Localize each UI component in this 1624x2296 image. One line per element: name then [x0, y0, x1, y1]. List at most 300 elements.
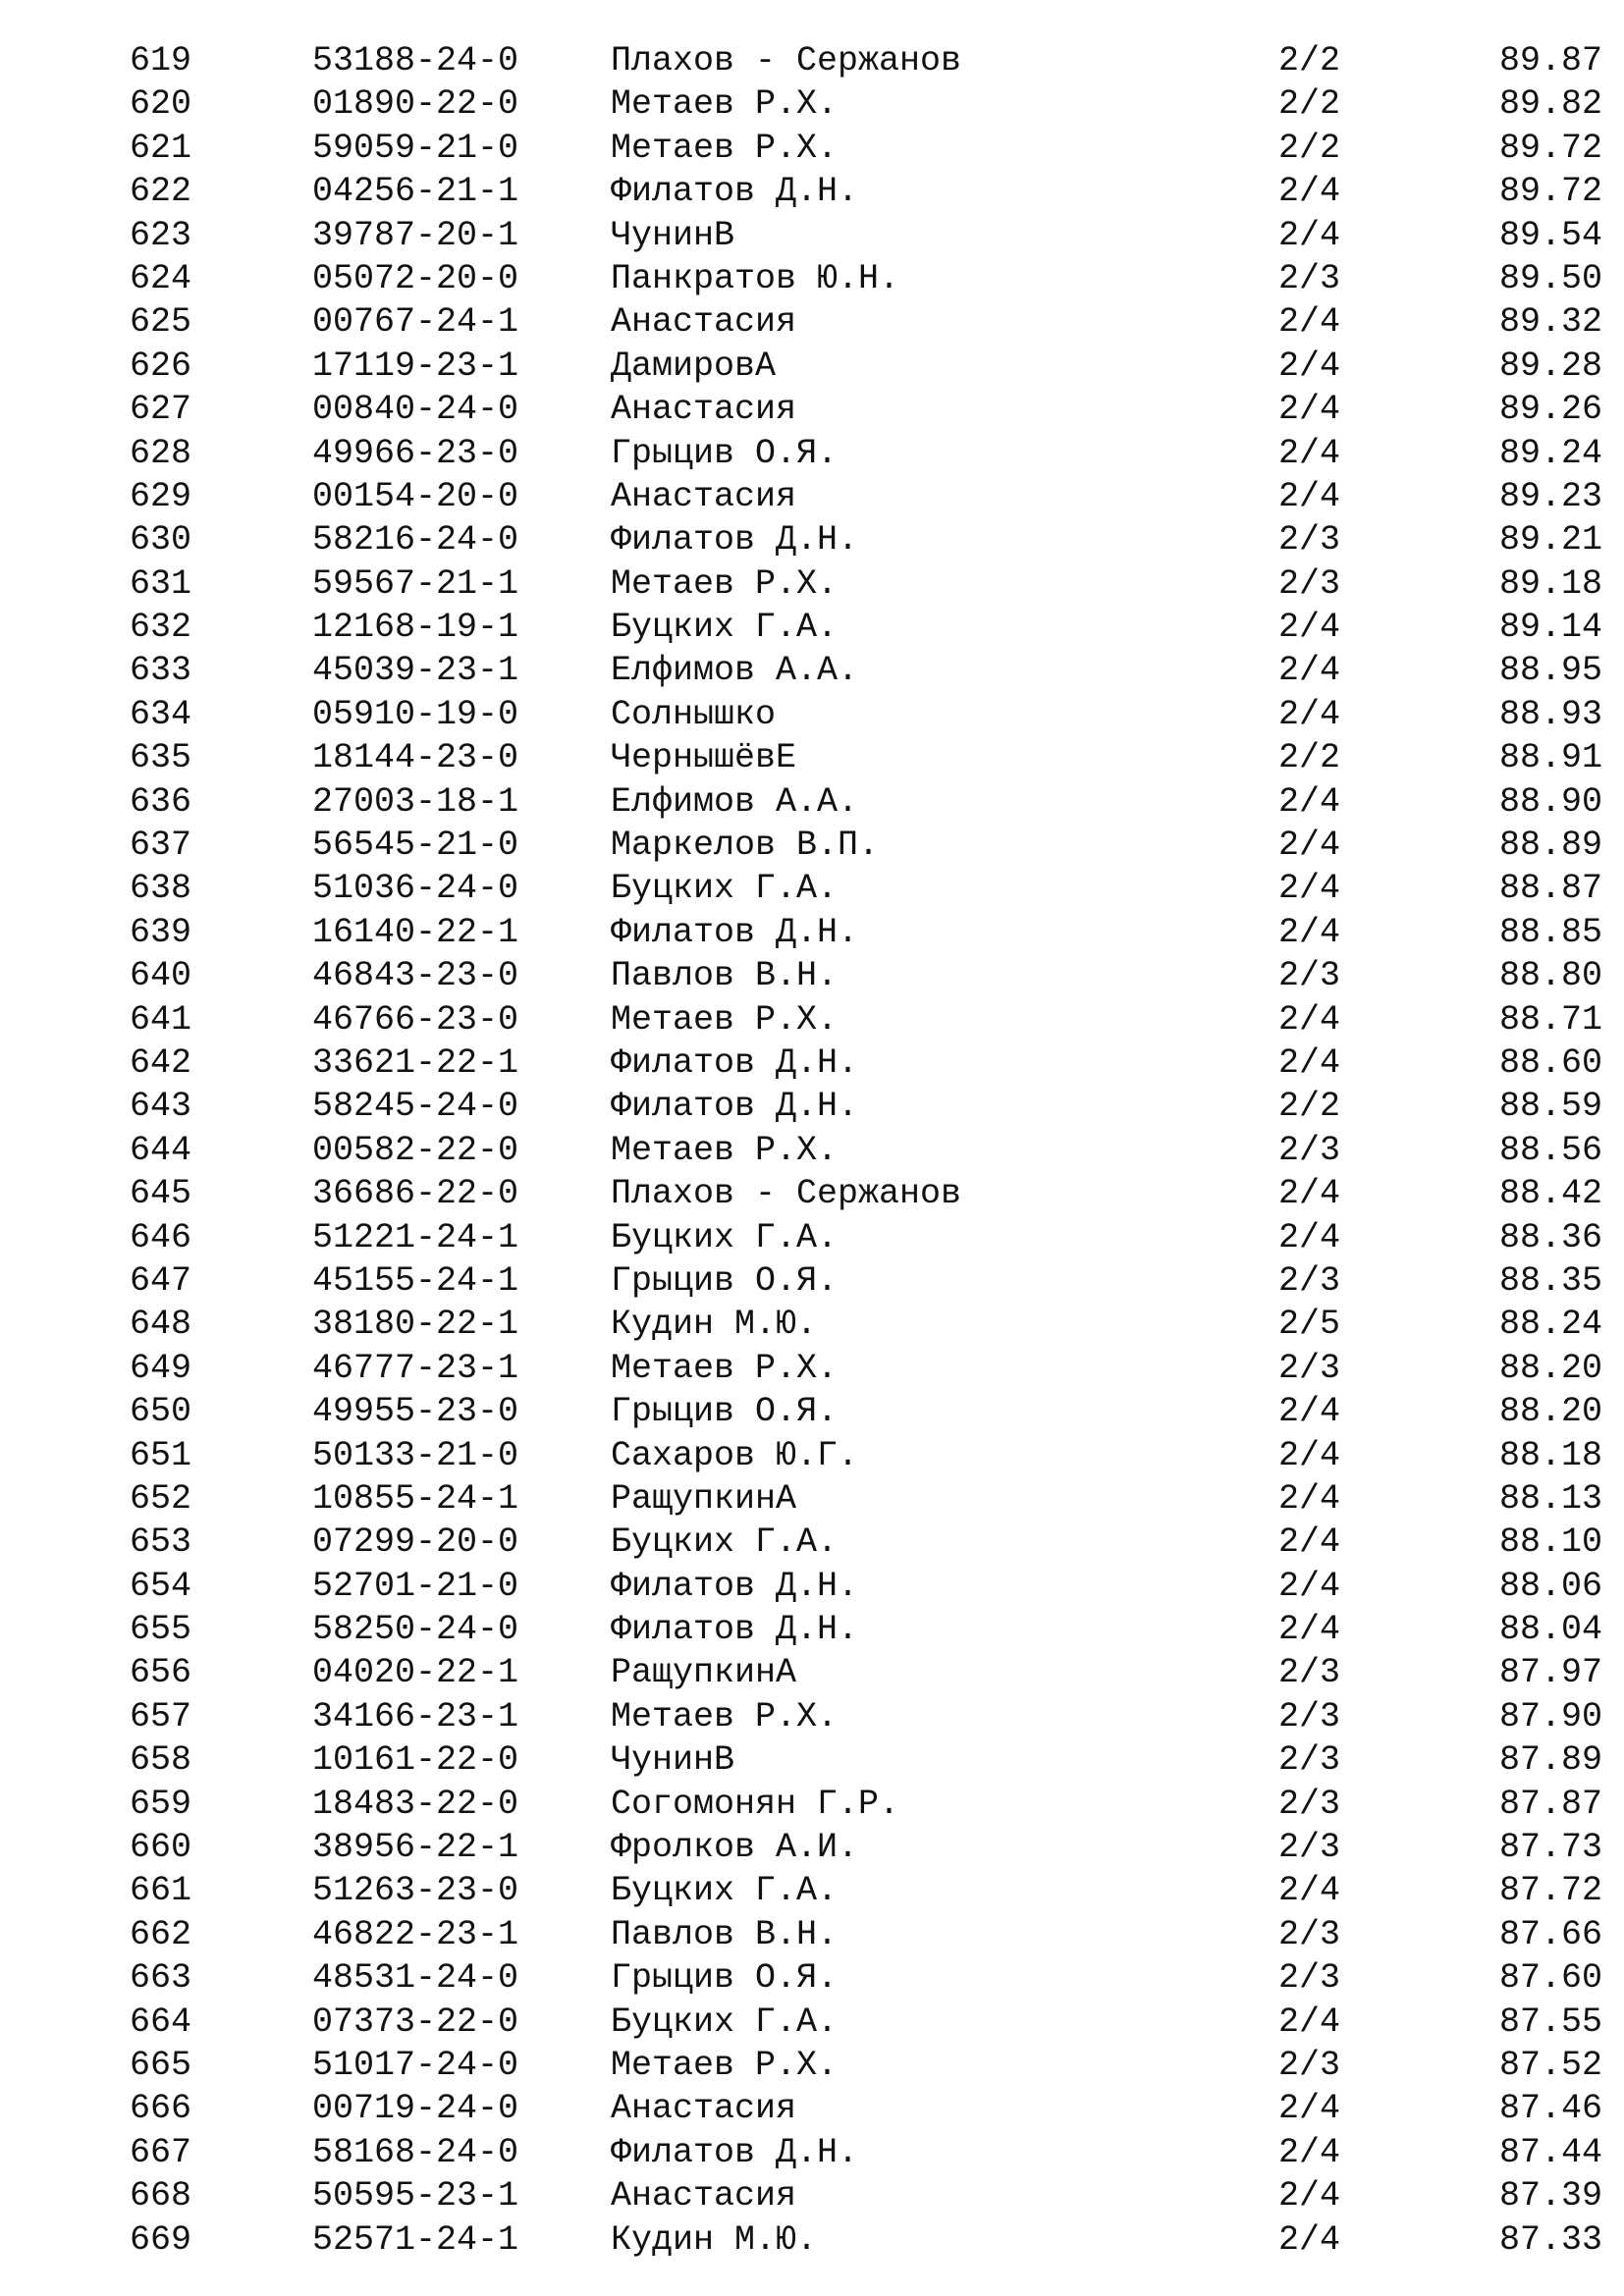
row-code: 18144-23-0	[312, 738, 519, 778]
row-ratio: 2/3	[1278, 520, 1341, 561]
row-ratio: 2/4	[1278, 999, 1341, 1040]
row-score: 87.46	[1498, 2089, 1602, 2129]
row-number: 633	[130, 651, 192, 691]
row-number: 632	[130, 608, 192, 648]
list-item	[0, 1913, 1624, 1956]
row-name: Филатов Д.Н.	[611, 1087, 859, 1127]
row-code: 00154-20-0	[312, 476, 519, 516]
row-number: 664	[130, 2002, 192, 2042]
row-code: 59059-21-0	[312, 128, 519, 168]
row-number: 628	[130, 433, 192, 473]
row-score: 89.24	[1498, 433, 1602, 473]
list-item	[0, 2131, 1624, 2174]
list-item	[0, 257, 1624, 300]
list-item	[0, 1608, 1624, 1651]
row-name: Павлов В.Н.	[611, 1914, 839, 1954]
row-name: Панкратов Ю.Н.	[611, 258, 900, 298]
row-score: 89.28	[1498, 346, 1602, 386]
row-code: 36686-22-0	[312, 1174, 519, 1214]
row-score: 89.32	[1498, 302, 1602, 343]
row-code: 48531-24-0	[312, 1958, 519, 1999]
row-score: 89.18	[1498, 563, 1602, 604]
row-code: 12168-19-1	[312, 608, 519, 648]
row-score: 88.18	[1498, 1435, 1602, 1475]
row-score: 87.66	[1498, 1914, 1602, 1954]
row-score: 89.72	[1498, 172, 1602, 212]
row-ratio: 2/4	[1278, 302, 1341, 343]
row-name: Анастасия	[611, 476, 797, 516]
row-code: 51263-23-0	[312, 1871, 519, 1911]
row-name: Грыцив О.Я.	[611, 1392, 839, 1432]
row-ratio: 2/4	[1278, 826, 1341, 866]
list-item	[0, 1783, 1624, 1826]
row-number: 638	[130, 869, 192, 909]
row-score: 87.90	[1498, 1696, 1602, 1736]
row-score: 88.91	[1498, 738, 1602, 778]
row-number: 624	[130, 258, 192, 298]
row-name: Грыцив О.Я.	[611, 433, 839, 473]
list-item	[0, 998, 1624, 1041]
row-number: 666	[130, 2089, 192, 2129]
row-name: РащупкинА	[611, 1653, 797, 1693]
list-item	[0, 2087, 1624, 2130]
row-name: Буцких Г.А.	[611, 1522, 839, 1563]
row-code: 38956-22-1	[312, 1828, 519, 1868]
list-item	[0, 127, 1624, 170]
row-code: 52571-24-1	[312, 2219, 519, 2260]
row-ratio: 2/3	[1278, 1348, 1341, 1388]
row-number: 621	[130, 128, 192, 168]
row-code: 45039-23-1	[312, 651, 519, 691]
row-name: ЧунинВ	[611, 1740, 735, 1781]
list-item	[0, 1651, 1624, 1694]
row-code: 51036-24-0	[312, 869, 519, 909]
row-score: 89.23	[1498, 476, 1602, 516]
list-item	[0, 1303, 1624, 1346]
row-code: 27003-18-1	[312, 781, 519, 822]
row-number: 636	[130, 781, 192, 822]
row-name: Сахаров Ю.Г.	[611, 1435, 859, 1475]
row-code: 00719-24-0	[312, 2089, 519, 2129]
row-code: 46777-23-1	[312, 1348, 519, 1388]
row-score: 89.87	[1498, 41, 1602, 80]
list-item	[0, 214, 1624, 257]
row-code: 10161-22-0	[312, 1740, 519, 1781]
row-ratio: 2/4	[1278, 1871, 1341, 1911]
row-number: 643	[130, 1087, 192, 1127]
list-item	[0, 518, 1624, 561]
row-ratio: 2/4	[1278, 1174, 1341, 1214]
list-item	[0, 39, 1624, 82]
list-item	[0, 1434, 1624, 1477]
row-code: 34166-23-1	[312, 1696, 519, 1736]
list-item	[0, 824, 1624, 867]
row-name: Филатов Д.Н.	[611, 1042, 859, 1083]
row-code: 00767-24-1	[312, 302, 519, 343]
row-number: 669	[130, 2219, 192, 2260]
row-number: 661	[130, 1871, 192, 1911]
list-item	[0, 170, 1624, 213]
row-number: 630	[130, 520, 192, 561]
row-name: ЧунинВ	[611, 215, 735, 255]
row-name: Анастасия	[611, 302, 797, 343]
row-number: 651	[130, 1435, 192, 1475]
row-name: Анастасия	[611, 2176, 797, 2216]
row-score: 87.73	[1498, 1828, 1602, 1868]
row-ratio: 2/5	[1278, 1305, 1341, 1345]
list-item	[0, 1129, 1624, 1172]
row-number: 662	[130, 1914, 192, 1954]
list-item	[0, 1259, 1624, 1303]
list-item	[0, 1216, 1624, 1259]
row-name: Буцких Г.А.	[611, 608, 839, 648]
row-name: Павлов В.Н.	[611, 956, 839, 996]
row-number: 623	[130, 215, 192, 255]
row-ratio: 2/4	[1278, 2002, 1341, 2042]
row-number: 667	[130, 2132, 192, 2172]
row-score: 87.87	[1498, 1784, 1602, 1824]
row-code: 07373-22-0	[312, 2002, 519, 2042]
list-item	[0, 432, 1624, 475]
row-name: Буцких Г.А.	[611, 869, 839, 909]
row-score: 89.14	[1498, 608, 1602, 648]
row-score: 87.39	[1498, 2176, 1602, 2216]
row-ratio: 2/4	[1278, 1566, 1341, 1606]
row-score: 89.82	[1498, 84, 1602, 125]
row-score: 88.13	[1498, 1478, 1602, 1519]
row-code: 00840-24-0	[312, 390, 519, 430]
row-number: 655	[130, 1610, 192, 1650]
list-item	[0, 867, 1624, 910]
row-score: 87.72	[1498, 1871, 1602, 1911]
row-name: Маркелов В.П.	[611, 826, 880, 866]
list-item	[0, 82, 1624, 126]
row-score: 88.93	[1498, 694, 1602, 734]
row-number: 648	[130, 1305, 192, 1345]
row-code: 16140-22-1	[312, 912, 519, 952]
row-number: 622	[130, 172, 192, 212]
list-item	[0, 1826, 1624, 1869]
row-name: ЧернышёвЕ	[611, 738, 797, 778]
row-name: Филатов Д.Н.	[611, 172, 859, 212]
row-code: 53188-24-0	[312, 41, 519, 80]
row-number: 647	[130, 1260, 192, 1301]
row-code: 04020-22-1	[312, 1653, 519, 1693]
row-number: 668	[130, 2176, 192, 2216]
row-code: 58250-24-0	[312, 1610, 519, 1650]
results-list	[0, 39, 1624, 2262]
row-name: Буцких Г.А.	[611, 1871, 839, 1911]
row-ratio: 2/4	[1278, 1392, 1341, 1432]
row-score: 88.36	[1498, 1217, 1602, 1257]
row-score: 87.89	[1498, 1740, 1602, 1781]
row-name: Елфимов А.А.	[611, 651, 859, 691]
row-name: Согомонян Г.Р.	[611, 1784, 900, 1824]
list-item	[0, 1477, 1624, 1521]
list-item	[0, 1172, 1624, 1215]
row-score: 89.21	[1498, 520, 1602, 561]
row-name: Метаев Р.Х.	[611, 563, 839, 604]
row-score: 89.72	[1498, 128, 1602, 168]
row-number: 659	[130, 1784, 192, 1824]
row-name: Кудин М.Ю.	[611, 2219, 818, 2260]
row-ratio: 2/4	[1278, 2176, 1341, 2216]
row-ratio: 2/4	[1278, 651, 1341, 691]
row-number: 634	[130, 694, 192, 734]
row-ratio: 2/4	[1278, 433, 1341, 473]
row-number: 644	[130, 1130, 192, 1170]
row-code: 49955-23-0	[312, 1392, 519, 1432]
row-name: ДамировА	[611, 346, 777, 386]
row-code: 59567-21-1	[312, 563, 519, 604]
row-score: 88.85	[1498, 912, 1602, 952]
row-code: 58216-24-0	[312, 520, 519, 561]
row-ratio: 2/4	[1278, 1042, 1341, 1083]
list-item	[0, 693, 1624, 736]
row-number: 629	[130, 476, 192, 516]
list-item	[0, 1521, 1624, 1564]
list-item	[0, 1695, 1624, 1738]
row-code: 46766-23-0	[312, 999, 519, 1040]
row-number: 653	[130, 1522, 192, 1563]
row-number: 641	[130, 999, 192, 1040]
row-code: 52701-21-0	[312, 1566, 519, 1606]
list-item	[0, 1565, 1624, 1608]
row-score: 88.90	[1498, 781, 1602, 822]
row-ratio: 2/4	[1278, 476, 1341, 516]
row-name: Солнышко	[611, 694, 777, 734]
row-score: 88.71	[1498, 999, 1602, 1040]
list-item	[0, 1956, 1624, 2000]
row-ratio: 2/4	[1278, 694, 1341, 734]
row-name: Метаев Р.Х.	[611, 999, 839, 1040]
row-number: 625	[130, 302, 192, 343]
list-item	[0, 649, 1624, 692]
row-code: 04256-21-1	[312, 172, 519, 212]
row-score: 87.97	[1498, 1653, 1602, 1693]
row-score: 88.06	[1498, 1566, 1602, 1606]
row-code: 17119-23-1	[312, 346, 519, 386]
list-item	[0, 2174, 1624, 2217]
row-ratio: 2/4	[1278, 390, 1341, 430]
row-code: 46822-23-1	[312, 1914, 519, 1954]
row-score: 88.24	[1498, 1305, 1602, 1345]
list-item	[0, 1390, 1624, 1433]
row-score: 87.52	[1498, 2045, 1602, 2085]
row-ratio: 2/4	[1278, 869, 1341, 909]
row-code: 50595-23-1	[312, 2176, 519, 2216]
list-item	[0, 954, 1624, 997]
row-code: 01890-22-0	[312, 84, 519, 125]
row-number: 657	[130, 1696, 192, 1736]
row-name: Фролков А.И.	[611, 1828, 859, 1868]
row-number: 639	[130, 912, 192, 952]
row-code: 33621-22-1	[312, 1042, 519, 1083]
row-code: 49966-23-0	[312, 433, 519, 473]
row-ratio: 2/4	[1278, 1610, 1341, 1650]
row-ratio: 2/4	[1278, 781, 1341, 822]
row-score: 89.50	[1498, 258, 1602, 298]
row-score: 88.87	[1498, 869, 1602, 909]
row-ratio: 2/3	[1278, 1696, 1341, 1736]
row-name: Буцких Г.А.	[611, 2002, 839, 2042]
row-code: 10855-24-1	[312, 1478, 519, 1519]
row-score: 88.10	[1498, 1522, 1602, 1563]
row-code: 39787-20-1	[312, 215, 519, 255]
row-score: 87.55	[1498, 2002, 1602, 2042]
list-item	[0, 1347, 1624, 1390]
list-item	[0, 911, 1624, 954]
row-score: 88.20	[1498, 1392, 1602, 1432]
row-name: Буцких Г.А.	[611, 1217, 839, 1257]
list-item	[0, 1085, 1624, 1128]
row-ratio: 2/3	[1278, 1914, 1341, 1954]
row-number: 627	[130, 390, 192, 430]
row-number: 645	[130, 1174, 192, 1214]
row-code: 45155-24-1	[312, 1260, 519, 1301]
row-number: 631	[130, 563, 192, 604]
row-name: Грыцив О.Я.	[611, 1958, 839, 1999]
row-name: Филатов Д.Н.	[611, 1566, 859, 1606]
row-name: Филатов Д.Н.	[611, 2132, 859, 2172]
row-name: Плахов - Сержанов	[611, 1174, 962, 1214]
row-name: Метаев Р.Х.	[611, 84, 839, 125]
row-ratio: 2/4	[1278, 912, 1341, 952]
row-score: 88.35	[1498, 1260, 1602, 1301]
row-score: 89.26	[1498, 390, 1602, 430]
row-number: 656	[130, 1653, 192, 1693]
row-ratio: 2/3	[1278, 1828, 1341, 1868]
row-number: 626	[130, 346, 192, 386]
row-score: 88.95	[1498, 651, 1602, 691]
row-code: 38180-22-1	[312, 1305, 519, 1345]
row-score: 89.54	[1498, 215, 1602, 255]
row-score: 87.33	[1498, 2219, 1602, 2260]
row-code: 07299-20-0	[312, 1522, 519, 1563]
list-item	[0, 1869, 1624, 1912]
row-code: 50133-21-0	[312, 1435, 519, 1475]
list-item	[0, 1738, 1624, 1782]
row-number: 665	[130, 2045, 192, 2085]
row-code: 05072-20-0	[312, 258, 519, 298]
list-item	[0, 388, 1624, 431]
row-ratio: 2/2	[1278, 1087, 1341, 1127]
row-code: 51221-24-1	[312, 1217, 519, 1257]
row-code: 51017-24-0	[312, 2045, 519, 2085]
row-name: Метаев Р.Х.	[611, 2045, 839, 2085]
row-ratio: 2/4	[1278, 172, 1341, 212]
row-code: 56545-21-0	[312, 826, 519, 866]
list-item	[0, 2001, 1624, 2044]
row-ratio: 2/3	[1278, 563, 1341, 604]
row-ratio: 2/3	[1278, 1958, 1341, 1999]
row-name: Метаев Р.Х.	[611, 1348, 839, 1388]
row-score: 88.60	[1498, 1042, 1602, 1083]
list-item	[0, 606, 1624, 649]
row-number: 654	[130, 1566, 192, 1606]
row-number: 635	[130, 738, 192, 778]
row-ratio: 2/2	[1278, 84, 1341, 125]
row-name: Филатов Д.Н.	[611, 520, 859, 561]
row-ratio: 2/4	[1278, 2219, 1341, 2260]
row-ratio: 2/4	[1278, 1522, 1341, 1563]
row-score: 88.59	[1498, 1087, 1602, 1127]
row-code: 05910-19-0	[312, 694, 519, 734]
row-ratio: 2/3	[1278, 956, 1341, 996]
row-score: 87.44	[1498, 2132, 1602, 2172]
row-name: Грыцив О.Я.	[611, 1260, 839, 1301]
row-score: 88.89	[1498, 826, 1602, 866]
list-item	[0, 475, 1624, 518]
row-number: 637	[130, 826, 192, 866]
row-ratio: 2/3	[1278, 1130, 1341, 1170]
row-code: 58245-24-0	[312, 1087, 519, 1127]
row-ratio: 2/2	[1278, 41, 1341, 80]
row-number: 646	[130, 1217, 192, 1257]
row-ratio: 2/3	[1278, 1653, 1341, 1693]
row-number: 642	[130, 1042, 192, 1083]
row-name: Елфимов А.А.	[611, 781, 859, 822]
row-number: 663	[130, 1958, 192, 1999]
list-item	[0, 562, 1624, 606]
row-ratio: 2/3	[1278, 1784, 1341, 1824]
row-number: 619	[130, 41, 192, 80]
row-name: Филатов Д.Н.	[611, 912, 859, 952]
row-number: 620	[130, 84, 192, 125]
row-ratio: 2/4	[1278, 1217, 1341, 1257]
row-number: 640	[130, 956, 192, 996]
row-score: 88.42	[1498, 1174, 1602, 1214]
list-item	[0, 345, 1624, 388]
list-item	[0, 2044, 1624, 2087]
row-name: Метаев Р.Х.	[611, 1130, 839, 1170]
row-ratio: 2/3	[1278, 1260, 1341, 1301]
row-name: Филатов Д.Н.	[611, 1610, 859, 1650]
row-score: 88.56	[1498, 1130, 1602, 1170]
row-number: 649	[130, 1348, 192, 1388]
row-score: 88.04	[1498, 1610, 1602, 1650]
row-ratio: 2/4	[1278, 2132, 1341, 2172]
row-name: Анастасия	[611, 2089, 797, 2129]
row-ratio: 2/4	[1278, 215, 1341, 255]
row-name: Анастасия	[611, 390, 797, 430]
row-name: Кудин М.Ю.	[611, 1305, 818, 1345]
list-item	[0, 2218, 1624, 2262]
list-item	[0, 736, 1624, 779]
row-number: 650	[130, 1392, 192, 1432]
row-ratio: 2/4	[1278, 608, 1341, 648]
row-name: РащупкинА	[611, 1478, 797, 1519]
row-ratio: 2/4	[1278, 2089, 1341, 2129]
list-item	[0, 1041, 1624, 1085]
row-name: Плахов - Сержанов	[611, 41, 962, 80]
row-ratio: 2/3	[1278, 258, 1341, 298]
row-score: 87.60	[1498, 1958, 1602, 1999]
row-code: 58168-24-0	[312, 2132, 519, 2172]
row-ratio: 2/3	[1278, 1740, 1341, 1781]
row-score: 88.20	[1498, 1348, 1602, 1388]
row-ratio: 2/4	[1278, 346, 1341, 386]
row-number: 660	[130, 1828, 192, 1868]
row-number: 652	[130, 1478, 192, 1519]
row-code: 00582-22-0	[312, 1130, 519, 1170]
list-item	[0, 780, 1624, 824]
row-ratio: 2/4	[1278, 1478, 1341, 1519]
row-name: Метаев Р.Х.	[611, 128, 839, 168]
list-item	[0, 300, 1624, 344]
row-ratio: 2/4	[1278, 1435, 1341, 1475]
row-ratio: 2/3	[1278, 2045, 1341, 2085]
